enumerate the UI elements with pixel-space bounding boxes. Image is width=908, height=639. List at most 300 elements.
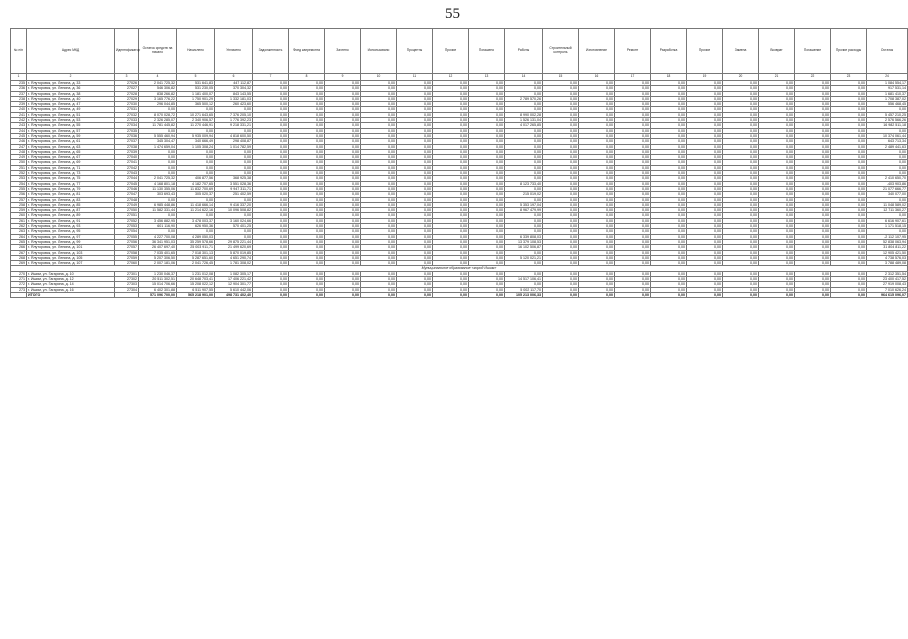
table-cell: 0,00 bbox=[543, 123, 579, 128]
table-cell: 27049 bbox=[115, 202, 139, 207]
table-cell: 0,00 bbox=[215, 171, 253, 176]
table-cell: 0,00 bbox=[253, 276, 289, 281]
table-cell: 0,00 bbox=[723, 118, 759, 123]
table-cell: 0,00 bbox=[615, 96, 651, 101]
table-cell: 0,00 bbox=[325, 245, 361, 250]
table-cell: 0,00 bbox=[253, 91, 289, 96]
table-cell: 0,00 bbox=[615, 192, 651, 197]
table-cell: 447 112,87 bbox=[215, 81, 253, 86]
column-number: 14 bbox=[505, 74, 543, 81]
table-cell: 0,00 bbox=[433, 261, 469, 266]
table-cell: 0,00 bbox=[361, 139, 397, 144]
table-cell: 0,00 bbox=[361, 128, 397, 133]
table-cell: 0,00 bbox=[831, 149, 867, 154]
table-cell: 0,00 bbox=[795, 86, 831, 91]
table-cell: 0,00 bbox=[615, 213, 651, 218]
table-cell: 0,00 bbox=[469, 96, 505, 101]
table-cell: 0,00 bbox=[759, 123, 795, 128]
table-cell: 0,00 bbox=[687, 276, 723, 281]
table-cell: 0,00 bbox=[795, 287, 831, 292]
table-cell: 0,00 bbox=[795, 271, 831, 276]
table-cell: 5 457 210,25 bbox=[867, 112, 908, 117]
table-cell: 0,00 bbox=[831, 255, 867, 260]
table-cell: 0,00 bbox=[579, 250, 615, 255]
table-cell: 0,00 bbox=[139, 213, 177, 218]
table-cell: 0,00 bbox=[215, 155, 253, 160]
column-number: 21 bbox=[759, 74, 795, 81]
table-cell: 0,00 bbox=[831, 276, 867, 281]
table-cell: 643 713,34 bbox=[867, 139, 908, 144]
table-cell: 0,00 bbox=[469, 287, 505, 292]
table-cell: 0,00 bbox=[759, 245, 795, 250]
address-cell: г. Ишим, ул. Гагарина, д. 12 bbox=[27, 276, 115, 281]
table-cell: 8 123 733,40 bbox=[505, 181, 543, 186]
table-cell: 0,00 bbox=[433, 197, 469, 202]
column-header: Остаток средств на начало bbox=[139, 29, 177, 74]
address-cell: г. Ялуторовск, ул. Ленина, д. 36 bbox=[27, 86, 115, 91]
table-cell: 0,00 bbox=[615, 229, 651, 234]
table-cell: 0,00 bbox=[469, 271, 505, 276]
table-cell: 0,00 bbox=[253, 176, 289, 181]
table-cell: 0,00 bbox=[795, 96, 831, 101]
table-cell: 0,00 bbox=[579, 192, 615, 197]
table-cell: 0,00 bbox=[687, 229, 723, 234]
table-cell: 0,00 bbox=[469, 149, 505, 154]
table-cell: 0,00 bbox=[831, 86, 867, 91]
table-cell: 0,00 bbox=[795, 144, 831, 149]
table-cell: 0,00 bbox=[795, 208, 831, 213]
table-cell: 0,00 bbox=[397, 107, 433, 112]
table-cell: 5 002 117,70 bbox=[505, 287, 543, 292]
table-cell: 1 526 131,04 bbox=[505, 118, 543, 123]
table-cell: 244 bbox=[11, 128, 27, 133]
table-cell: 3 160 024,66 bbox=[215, 218, 253, 223]
table-cell: 0,00 bbox=[543, 86, 579, 91]
table-cell: 0,00 bbox=[289, 287, 325, 292]
table-cell: 0,00 bbox=[759, 118, 795, 123]
table-cell: 0,00 bbox=[759, 160, 795, 165]
table-cell: 498 731 402,40 bbox=[215, 292, 253, 297]
table-cell: 0,00 bbox=[433, 112, 469, 117]
table-cell: 0,00 bbox=[831, 107, 867, 112]
table-cell: 0,00 bbox=[867, 149, 908, 154]
table-cell: 0,00 bbox=[687, 202, 723, 207]
table-cell: 0,00 bbox=[867, 197, 908, 202]
table-cell: 0,00 bbox=[289, 123, 325, 128]
table-cell: 0,00 bbox=[361, 234, 397, 239]
table-cell: 0,00 bbox=[795, 107, 831, 112]
address-cell: г. Ялуторовск, ул. Ленина, д. 89 bbox=[27, 213, 115, 218]
table-cell: 0,00 bbox=[723, 213, 759, 218]
table-cell: 0,00 bbox=[397, 245, 433, 250]
table-cell: 0,00 bbox=[469, 160, 505, 165]
table-cell: 0,00 bbox=[177, 160, 215, 165]
table-cell: 0,00 bbox=[289, 255, 325, 260]
table-cell: 2 007 181,06 bbox=[139, 261, 177, 266]
table-cell: 0,00 bbox=[759, 224, 795, 229]
table-cell: 0,00 bbox=[289, 149, 325, 154]
table-cell: 0,00 bbox=[289, 86, 325, 91]
table-cell: 0,00 bbox=[831, 282, 867, 287]
table-cell: 0,00 bbox=[831, 133, 867, 138]
table-cell: 0,00 bbox=[253, 102, 289, 107]
table-cell: 0,00 bbox=[579, 255, 615, 260]
table-cell: 0,00 bbox=[795, 261, 831, 266]
table-cell: 0,00 bbox=[361, 287, 397, 292]
table-cell: 0,00 bbox=[433, 186, 469, 191]
table-cell: 27044 bbox=[115, 176, 139, 181]
table-cell: 0,00 bbox=[433, 292, 469, 297]
table-cell: 0,00 bbox=[253, 144, 289, 149]
table-cell: 0,00 bbox=[253, 250, 289, 255]
table-cell: 0,00 bbox=[361, 171, 397, 176]
table-cell: 27048 bbox=[115, 197, 139, 202]
table-cell: 27045 bbox=[115, 181, 139, 186]
table-cell: 9 947 311,71 bbox=[215, 186, 253, 191]
table-cell: 0,00 bbox=[361, 276, 397, 281]
table-cell: 0,00 bbox=[469, 229, 505, 234]
table-cell: 0,00 bbox=[433, 165, 469, 170]
table-cell: 249 bbox=[11, 155, 27, 160]
table-cell: 0,00 bbox=[759, 81, 795, 86]
table-cell: 0,00 bbox=[253, 197, 289, 202]
table-cell: 0,00 bbox=[325, 229, 361, 234]
table-cell: 0,00 bbox=[579, 128, 615, 133]
table-cell: 0,00 bbox=[289, 128, 325, 133]
table-cell: 0,00 bbox=[795, 160, 831, 165]
table-cell: 0,00 bbox=[397, 112, 433, 117]
address-cell: г. Ялуторовск, ул. Ленина, д. 101 bbox=[27, 245, 115, 250]
table-cell: 0,00 bbox=[759, 86, 795, 91]
table-cell: 248 bbox=[11, 149, 27, 154]
table-cell: 0,00 bbox=[579, 160, 615, 165]
table-cell: 0,00 bbox=[325, 160, 361, 165]
table-cell: 0,00 bbox=[505, 160, 543, 165]
table-cell: 0,00 bbox=[615, 128, 651, 133]
column-number: 23 bbox=[831, 74, 867, 81]
table-cell: 27047 bbox=[115, 192, 139, 197]
table-cell: 0,00 bbox=[687, 128, 723, 133]
table-cell: 0,00 bbox=[361, 213, 397, 218]
table-cell: 0,00 bbox=[505, 165, 543, 170]
table-cell: 0,00 bbox=[215, 165, 253, 170]
table-cell: 0,00 bbox=[469, 186, 505, 191]
table-body bbox=[11, 81, 908, 298]
table-cell: 0,00 bbox=[759, 149, 795, 154]
table-cell: 237 bbox=[11, 91, 27, 96]
table-cell: 0,00 bbox=[505, 171, 543, 176]
table-cell: 0,00 bbox=[139, 149, 177, 154]
table-cell: 0,00 bbox=[615, 271, 651, 276]
address-cell: г. Ялуторовск, ул. Ленина, д. 83 bbox=[27, 197, 115, 202]
table-cell: 0,00 bbox=[651, 276, 687, 281]
table-cell: 3 478 003,37 bbox=[177, 218, 215, 223]
table-cell: 0,00 bbox=[831, 197, 867, 202]
address-cell: г. Ишим, ул. Гагарина, д. 14 bbox=[27, 282, 115, 287]
table-cell: 252 bbox=[11, 171, 27, 176]
table-cell: 0,00 bbox=[397, 96, 433, 101]
table-cell: 0,00 bbox=[505, 218, 543, 223]
table-cell: 0,00 bbox=[505, 155, 543, 160]
table-cell: 0,00 bbox=[723, 224, 759, 229]
table-cell: 0,00 bbox=[361, 81, 397, 86]
table-cell: 35 259 578,66 bbox=[177, 239, 215, 244]
table-cell: 0,00 bbox=[687, 123, 723, 128]
table-cell: 0,00 bbox=[795, 234, 831, 239]
table-cell: 0,00 bbox=[325, 213, 361, 218]
table-cell: 6 339 808,03 bbox=[505, 234, 543, 239]
table-cell: 20 511 302,51 bbox=[139, 276, 177, 281]
table-cell: 0,00 bbox=[361, 155, 397, 160]
table-cell: 0,00 bbox=[831, 261, 867, 266]
column-number: 20 bbox=[723, 74, 759, 81]
table-cell: 0,00 bbox=[325, 102, 361, 107]
table-cell: 0,00 bbox=[361, 112, 397, 117]
table-cell: 0,00 bbox=[867, 171, 908, 176]
table-cell: 0,00 bbox=[253, 292, 289, 297]
table-cell: 0,00 bbox=[177, 149, 215, 154]
table-cell: 0,00 bbox=[397, 261, 433, 266]
table-cell: 0,00 bbox=[723, 81, 759, 86]
table-cell: 0,00 bbox=[433, 250, 469, 255]
table-cell: 21 499 620,69 bbox=[215, 245, 253, 250]
table-cell: 0,00 bbox=[469, 123, 505, 128]
table-cell: 0,00 bbox=[723, 245, 759, 250]
table-cell: 27032 bbox=[115, 112, 139, 117]
table-cell: 0,00 bbox=[687, 287, 723, 292]
table-cell: 0,00 bbox=[543, 255, 579, 260]
table-cell: 262 bbox=[11, 224, 27, 229]
table-cell: 4 289 050,03 bbox=[177, 234, 215, 239]
table-cell: 0,00 bbox=[723, 181, 759, 186]
column-header: Погашено bbox=[469, 29, 505, 74]
table-cell: 0,00 bbox=[139, 171, 177, 176]
table-cell: 12 905 421,50 bbox=[867, 250, 908, 255]
table-cell: 0,00 bbox=[687, 171, 723, 176]
table-cell: 0,00 bbox=[397, 139, 433, 144]
table-cell: 0,00 bbox=[433, 123, 469, 128]
address-cell: г. Ялуторовск, ул. Ленина, д. 55 bbox=[27, 123, 115, 128]
table-cell: 0,00 bbox=[831, 171, 867, 176]
table-cell: 10 271 643,65 bbox=[177, 112, 215, 117]
table-cell: 0,00 bbox=[759, 255, 795, 260]
table-cell: 266 bbox=[11, 245, 27, 250]
table-cell: 0,00 bbox=[831, 96, 867, 101]
table-cell: 0,00 bbox=[433, 239, 469, 244]
column-header: Разработка bbox=[651, 29, 687, 74]
table-cell: 0,00 bbox=[505, 271, 543, 276]
table-cell: 270 bbox=[11, 271, 27, 276]
table-cell: 0,00 bbox=[579, 155, 615, 160]
table-cell: 0,00 bbox=[289, 218, 325, 223]
table-cell: 0,00 bbox=[433, 218, 469, 223]
table-cell: 0,00 bbox=[759, 208, 795, 213]
table-cell: 0,00 bbox=[795, 118, 831, 123]
table-cell: 370 304,32 bbox=[215, 86, 253, 91]
table-cell: 0,00 bbox=[397, 91, 433, 96]
column-number-row bbox=[11, 74, 908, 81]
table-cell: 0,00 bbox=[433, 181, 469, 186]
table-cell: 0,00 bbox=[759, 229, 795, 234]
table-cell: 0,00 bbox=[469, 224, 505, 229]
table-cell: 0,00 bbox=[651, 261, 687, 266]
table-cell: 0,00 bbox=[325, 234, 361, 239]
table-cell: 3 456 882,95 bbox=[139, 218, 177, 223]
table-cell: 238 bbox=[11, 96, 27, 101]
address-cell: г. Ялуторовск, ул. Ленина, д. 59 bbox=[27, 133, 115, 138]
table-cell: 27060 bbox=[115, 261, 139, 266]
table-cell: 0,00 bbox=[543, 229, 579, 234]
table-cell: 340 077,00 bbox=[867, 192, 908, 197]
table-cell: 0,00 bbox=[615, 123, 651, 128]
table-cell: 0,00 bbox=[615, 239, 651, 244]
table-cell: 27034 bbox=[115, 123, 139, 128]
address-cell: г. Ялуторовск, ул. Ленина, д. 57 bbox=[27, 128, 115, 133]
table-cell: 0,00 bbox=[723, 186, 759, 191]
table-cell: 0,00 bbox=[469, 250, 505, 255]
table-cell: 4 738 576,03 bbox=[867, 255, 908, 260]
address-cell: г. Ялуторовск, ул. Ленина, д. 97 bbox=[27, 234, 115, 239]
table-cell: 11 214 622,16 bbox=[177, 208, 215, 213]
table-cell: 0,00 bbox=[723, 234, 759, 239]
table-cell: 0,00 bbox=[325, 81, 361, 86]
table-cell: 0,00 bbox=[325, 149, 361, 154]
table-cell: 4 227 700,08 bbox=[139, 234, 177, 239]
table-cell: 2 041 726,45 bbox=[177, 261, 215, 266]
table-cell: 0,00 bbox=[795, 139, 831, 144]
column-header: Прочие bbox=[687, 29, 723, 74]
table-cell: 0,00 bbox=[651, 282, 687, 287]
table-cell: 1 781 308,02 bbox=[215, 261, 253, 266]
table-cell: 11 130 355,06 bbox=[139, 186, 177, 191]
table-cell: 0,00 bbox=[325, 218, 361, 223]
table-cell: 273 bbox=[11, 287, 27, 292]
table-cell: 0,00 bbox=[651, 155, 687, 160]
section-title: Муниципальное образование «город Ишим» bbox=[11, 266, 908, 271]
table-cell: 531 641,83 bbox=[177, 81, 215, 86]
table-cell: 0,00 bbox=[831, 250, 867, 255]
table-cell: 0,00 bbox=[289, 176, 325, 181]
table-cell: 0,00 bbox=[651, 81, 687, 86]
table-cell: 0,00 bbox=[579, 282, 615, 287]
column-header: Изготовление bbox=[579, 29, 615, 74]
table-cell: 0,00 bbox=[795, 91, 831, 96]
table-cell: 1 082 305,17 bbox=[215, 271, 253, 276]
table-cell: 0,00 bbox=[397, 229, 433, 234]
table-cell: 0,00 bbox=[579, 133, 615, 138]
table-cell: 52 838 063,94 bbox=[867, 239, 908, 244]
table-cell: 571 096 700,00 bbox=[139, 292, 177, 297]
table-cell: 0,00 bbox=[579, 144, 615, 149]
table-cell: 12 711 360,27 bbox=[867, 208, 908, 213]
table-cell: 0,00 bbox=[469, 102, 505, 107]
table-cell: 0,00 bbox=[469, 218, 505, 223]
table-cell: 0,00 bbox=[759, 261, 795, 266]
table-cell: 29 875 221,44 bbox=[215, 239, 253, 244]
column-number: 19 bbox=[687, 74, 723, 81]
column-header: Фонд капремонта bbox=[289, 29, 325, 74]
table-cell: 0,00 bbox=[579, 176, 615, 181]
table-cell: 0,00 bbox=[687, 239, 723, 244]
table-cell: 0,00 bbox=[687, 292, 723, 297]
table-cell: 0,00 bbox=[579, 171, 615, 176]
table-cell: 0,00 bbox=[325, 165, 361, 170]
table-cell: 0,00 bbox=[651, 112, 687, 117]
column-header: Возврат bbox=[759, 29, 795, 74]
table-cell: 0,00 bbox=[325, 292, 361, 297]
table-cell: 0,00 bbox=[543, 234, 579, 239]
table-cell: 917 531,14 bbox=[867, 86, 908, 91]
table-cell: 0,00 bbox=[759, 186, 795, 191]
table-cell: 0,00 bbox=[867, 213, 908, 218]
table-cell: 0,00 bbox=[253, 123, 289, 128]
table-cell: 0,00 bbox=[139, 165, 177, 170]
table-cell: 0,00 bbox=[831, 287, 867, 292]
table-cell: 0,00 bbox=[615, 176, 651, 181]
table-cell: 0,00 bbox=[325, 128, 361, 133]
table-cell: 2 041 725,32 bbox=[139, 176, 177, 181]
table-cell: 263 bbox=[11, 229, 27, 234]
table-cell: 5 120 021,21 bbox=[505, 255, 543, 260]
table-cell: 0,00 bbox=[433, 96, 469, 101]
table-cell: 27033 bbox=[115, 118, 139, 123]
table-cell: 1 231 012,08 bbox=[177, 271, 215, 276]
table-cell: 0,00 bbox=[543, 155, 579, 160]
table-cell: 0,00 bbox=[795, 276, 831, 281]
table-cell: 267 bbox=[11, 250, 27, 255]
table-cell: 1 474 659,04 bbox=[139, 144, 177, 149]
table-cell: 0,00 bbox=[469, 197, 505, 202]
table-cell: 0,00 bbox=[433, 102, 469, 107]
table-cell: 0,00 bbox=[253, 133, 289, 138]
table-cell: 0,00 bbox=[651, 271, 687, 276]
table-cell: 0,00 bbox=[433, 139, 469, 144]
table-cell: 0,00 bbox=[831, 176, 867, 181]
table-cell: 0,00 bbox=[651, 128, 687, 133]
table-cell: 0,00 bbox=[397, 155, 433, 160]
table-cell: 0,00 bbox=[759, 165, 795, 170]
table-cell: 0,00 bbox=[795, 292, 831, 297]
column-header: Проценты bbox=[397, 29, 433, 74]
address-cell: г. Ялуторовск, ул. Ленина, д. 38 bbox=[27, 91, 115, 96]
table-cell: 0,00 bbox=[795, 245, 831, 250]
table-cell: 0,00 bbox=[139, 197, 177, 202]
table-cell: 0,00 bbox=[759, 139, 795, 144]
table-cell: 0,00 bbox=[795, 255, 831, 260]
table-cell: 247 bbox=[11, 144, 27, 149]
table-cell: 11 048 589,02 bbox=[867, 202, 908, 207]
table-cell: 0,00 bbox=[543, 81, 579, 86]
table-cell: 0,00 bbox=[289, 208, 325, 213]
table-cell: 0,00 bbox=[361, 229, 397, 234]
table-cell: 0,00 bbox=[325, 250, 361, 255]
table-cell: 0,00 bbox=[723, 282, 759, 287]
table-cell: 838 266,82 bbox=[139, 91, 177, 96]
table-cell: 0,00 bbox=[831, 208, 867, 213]
table-cell: 0,00 bbox=[831, 192, 867, 197]
table-cell: 0,00 bbox=[759, 276, 795, 281]
table-cell: 0,00 bbox=[687, 181, 723, 186]
address-cell: г. Ялуторовск, ул. Ленина, д. 105 bbox=[27, 255, 115, 260]
table-cell: 0,00 bbox=[397, 213, 433, 218]
table-cell: 0,00 bbox=[615, 139, 651, 144]
column-number: 8 bbox=[289, 74, 325, 81]
table-cell: 2 326 285,07 bbox=[139, 118, 177, 123]
table-cell: 0,00 bbox=[795, 102, 831, 107]
table-cell: 0,00 bbox=[253, 112, 289, 117]
table-cell: 23 400 417,52 bbox=[867, 276, 908, 281]
table-cell: 0,00 bbox=[361, 181, 397, 186]
